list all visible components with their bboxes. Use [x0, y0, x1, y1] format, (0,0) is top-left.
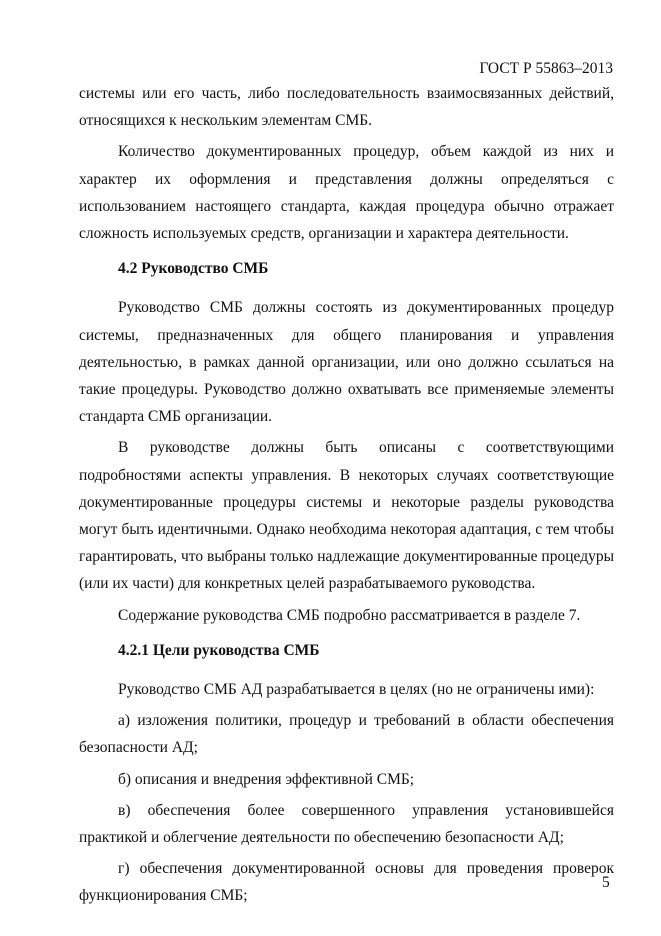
paragraph-manual-composition: Руководство СМБ должны состоять из документированных процедур системы, предназначенных для общего планирования и управления деятельностью, в рамках данной организации, или оно должно ссылаться на такие процедуры. Руководство должно охватывать все применяемые элементы стандарта СМБ организации.: [79, 299, 614, 426]
section-heading: 4.2 Руководство СМБ: [118, 260, 269, 278]
paragraph-management-aspects: В руководстве должны быть описаны с соответствующими подробностями аспекты управления. В некоторых случаях соответствующие документированные процедуры системы и некоторые разделы руководства могут быть идентичными. Однако необходима некоторая адаптация, с тем чтобы гарантировать, что выбраны только надлежащие документированные процедуры (или их части) для конкретных целей разрабатываемого руководства.: [79, 439, 614, 593]
paragraph-manual-content: Содержание руководства СМБ подробно рассматривается в разделе 7.: [118, 606, 581, 624]
page-body: [79, 80, 614, 914]
list-item-c: в) обеспечения более совершенного управления установившейся практикой и облегчение деятельности по обеспечению безопасности АД;: [79, 801, 614, 847]
standard-code: ГОСТ Р 55863–2013: [479, 60, 613, 77]
paragraph-procedures-count: Количество документированных процедур, объем каждой из них и характер их оформления и представления должны определяться с использованием настоящего стандарта, каждая процедура обычно отражает сложность используемых средств, организации и характера деятельности.: [79, 143, 614, 243]
list-item-d: г) обеспечения документированной основы для проведения проверок функционирования СМБ;: [79, 860, 614, 905]
paragraph-goals-intro: Руководство СМБ АД разрабатывается в целях (но не ограничены ими):: [118, 681, 595, 699]
subsection-heading: 4.2.1 Цели руководства СМБ: [118, 641, 320, 659]
page-number: 5: [602, 874, 610, 891]
list-item-a: а) изложения политики, процедур и требований в области обеспечения безопасности АД;: [79, 712, 614, 757]
list-item-b: б) описания и внедрения эффективной СМБ;: [118, 770, 415, 788]
paragraph-continuation: системы или его часть, либо последовательность взаимосвязанных действий, относящихся к нескольким элементам СМБ.: [79, 85, 614, 130]
